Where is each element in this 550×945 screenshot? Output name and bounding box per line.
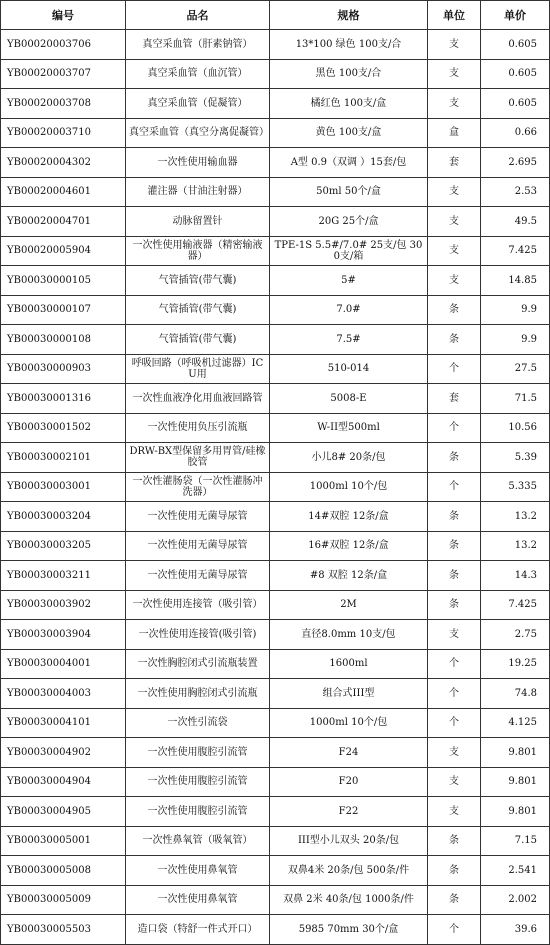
cell-product-name: 一次性使用负压引流瓶 [126,413,270,443]
cell-product-name: 真空采血管（肝素钠管） [126,30,270,60]
cell-product-name: 一次性使用腹腔引流管 [126,767,270,797]
table-row [1,531,550,561]
table-row [1,885,550,915]
cell-product-name: 一次性使用鼻氧管 [126,885,270,915]
cell-unit-price: 19.25 [481,649,550,679]
cell-unit: 支 [428,89,481,119]
cell-unit-price: 5.39 [481,443,550,473]
cell-unit: 条 [428,325,481,355]
cell-unit: 条 [428,561,481,591]
table-row [1,30,550,60]
table-row [1,738,550,768]
cell-code: YB00030005001 [1,826,126,856]
table-row [1,413,550,443]
cell-unit-price: 4.125 [481,708,550,738]
cell-unit-price: 2.695 [481,148,550,178]
cell-unit: 支 [428,207,481,237]
cell-unit-price: 13.2 [481,531,550,561]
cell-specification: 14#双腔 12条/盒 [270,502,428,532]
cell-code: YB00020004701 [1,207,126,237]
cell-code: YB00030005503 [1,915,126,945]
cell-code: YB00020003707 [1,59,126,89]
cell-code: YB00020005904 [1,236,126,266]
cell-specification: #8 双腔 12条/盒 [270,561,428,591]
table-row [1,148,550,178]
table-row [1,797,550,827]
cell-unit: 个 [428,679,481,709]
cell-specification: 1600ml [270,649,428,679]
cell-product-name: 一次性灌肠袋（一次性灌肠冲洗器） [126,472,270,502]
cell-product-name: 真空采血管（促凝管） [126,89,270,119]
cell-product-name: DRW-BX型保留多用胃管/硅橡胶管 [126,443,270,473]
table-row [1,472,550,502]
table-row [1,649,550,679]
cell-specification: 黄色 100支/盒 [270,118,428,148]
cell-specification: F20 [270,767,428,797]
cell-unit: 支 [428,30,481,60]
cell-unit-price: 7.15 [481,826,550,856]
table-row [1,620,550,650]
cell-unit: 支 [428,767,481,797]
cell-product-name: 造口袋（特舒一件式开口） [126,915,270,945]
cell-specification: 7.0# [270,295,428,325]
cell-unit-price: 9.801 [481,738,550,768]
cell-unit: 条 [428,856,481,886]
table-header-row [1,1,550,30]
cell-unit: 条 [428,885,481,915]
table-row [1,295,550,325]
cell-code: YB00030005009 [1,885,126,915]
table-row [1,708,550,738]
header-product-name: 品名 [126,1,270,30]
header-unit-price: 单价 [481,1,550,30]
cell-unit-price: 7.425 [481,590,550,620]
cell-product-name: 一次性使用连接管（吸引管） [126,590,270,620]
cell-product-name: 一次性引流袋 [126,708,270,738]
table-row [1,561,550,591]
cell-unit-price: 0.605 [481,30,550,60]
cell-specification: 1000ml 10个/包 [270,472,428,502]
cell-unit-price: 13.2 [481,502,550,532]
cell-product-name: 真空采血管（真空分离促凝管） [126,118,270,148]
cell-specification: 5985 70mm 30个/盒 [270,915,428,945]
cell-specification: 50ml 50个/盒 [270,177,428,207]
cell-unit: 支 [428,620,481,650]
cell-unit-price: 14.85 [481,266,550,296]
cell-unit-price: 2.002 [481,885,550,915]
cell-unit-price: 0.605 [481,89,550,119]
cell-specification: 5# [270,266,428,296]
cell-unit: 盒 [428,118,481,148]
cell-unit-price: 39.6 [481,915,550,945]
cell-code: YB00030004001 [1,649,126,679]
cell-unit-price: 9.801 [481,767,550,797]
cell-code: YB00020003708 [1,89,126,119]
cell-unit-price: 2.75 [481,620,550,650]
cell-code: YB00030003001 [1,472,126,502]
cell-specification: 20G 25个/盒 [270,207,428,237]
cell-specification: 13*100 绿色 100支/合 [270,30,428,60]
cell-code: YB00030003205 [1,531,126,561]
cell-code: YB00030004902 [1,738,126,768]
cell-specification: 16#双腔 12条/盒 [270,531,428,561]
table-row [1,679,550,709]
table-row [1,354,550,384]
table-row [1,325,550,355]
cell-specification: 橘红色 100支/盒 [270,89,428,119]
cell-code: YB00030002101 [1,443,126,473]
table-row [1,767,550,797]
cell-unit-price: 9.9 [481,295,550,325]
cell-code: YB00030004905 [1,797,126,827]
cell-specification: 双鼻 2米 40条/包 1000条/件 [270,885,428,915]
cell-product-name: 灌注器（甘油注射器） [126,177,270,207]
table-row [1,443,550,473]
table-row [1,59,550,89]
cell-product-name: 一次性使用输液器（精密输液器） [126,236,270,266]
cell-specification: 7.5# [270,325,428,355]
cell-unit-price: 0.605 [481,59,550,89]
table-row [1,502,550,532]
cell-specification: A型 0.9（双调 ）15套/包 [270,148,428,178]
cell-code: YB00030003904 [1,620,126,650]
cell-unit: 条 [428,590,481,620]
cell-product-name: 呼吸回路（呼吸机过滤器）ICU用 [126,354,270,384]
header-unit: 单位 [428,1,481,30]
table-row [1,177,550,207]
cell-code: YB00030000108 [1,325,126,355]
cell-unit: 套 [428,148,481,178]
cell-product-name: 动脉留置针 [126,207,270,237]
table-row [1,236,550,266]
cell-specification: 组合式III型 [270,679,428,709]
cell-product-name: 真空采血管（血沉管） [126,59,270,89]
cell-code: YB00030001502 [1,413,126,443]
cell-unit-price: 2.541 [481,856,550,886]
cell-specification: 1000ml 10个/包 [270,708,428,738]
cell-code: YB00020003706 [1,30,126,60]
cell-unit: 条 [428,295,481,325]
cell-specification: 直径8.0mm 10支/包 [270,620,428,650]
cell-product-name: 气管插管(带气囊) [126,266,270,296]
cell-unit-price: 5.335 [481,472,550,502]
table-body [1,30,550,945]
cell-code: YB00030004904 [1,767,126,797]
cell-product-name: 一次性鼻氧管（吸氧管） [126,826,270,856]
cell-unit: 套 [428,384,481,414]
cell-unit: 支 [428,59,481,89]
cell-unit: 个 [428,915,481,945]
cell-product-name: 一次性胸腔闭式引流瓶装置 [126,649,270,679]
table-row [1,915,550,945]
cell-code: YB00020004601 [1,177,126,207]
cell-specification: F22 [270,797,428,827]
cell-specification: W-II型500ml [270,413,428,443]
cell-unit-price: 0.66 [481,118,550,148]
cell-specification: 2M [270,590,428,620]
cell-unit: 条 [428,443,481,473]
cell-product-name: 一次性使用腹腔引流管 [126,738,270,768]
cell-code: YB00030004101 [1,708,126,738]
cell-unit: 支 [428,266,481,296]
cell-unit-price: 71.5 [481,384,550,414]
cell-product-name: 气管插管(带气囊) [126,325,270,355]
cell-unit-price: 2.53 [481,177,550,207]
cell-unit: 支 [428,177,481,207]
cell-product-name: 一次性使用连接管(吸引管) [126,620,270,650]
table-row [1,590,550,620]
cell-code: YB00020004302 [1,148,126,178]
cell-unit: 个 [428,649,481,679]
cell-specification: 双鼻4米 20条/包 500条/件 [270,856,428,886]
table-row [1,118,550,148]
cell-code: YB00030003204 [1,502,126,532]
cell-unit: 个 [428,413,481,443]
cell-product-name: 一次性使用腹腔引流管 [126,797,270,827]
cell-product-name: 一次性使用无菌导尿管 [126,561,270,591]
cell-code: YB00030000105 [1,266,126,296]
cell-unit-price: 27.5 [481,354,550,384]
cell-code: YB00020003710 [1,118,126,148]
table-row [1,266,550,296]
cell-product-name: 一次性使用输血器 [126,148,270,178]
cell-product-name: 一次性使用无菌导尿管 [126,531,270,561]
cell-unit: 支 [428,236,481,266]
cell-unit-price: 49.5 [481,207,550,237]
cell-product-name: 一次性使用鼻氧管 [126,856,270,886]
table-row [1,207,550,237]
header-specification: 规格 [270,1,428,30]
cell-unit: 个 [428,354,481,384]
cell-specification: 小儿8# 20条/包 [270,443,428,473]
cell-unit: 条 [428,502,481,532]
cell-specification: F24 [270,738,428,768]
table-row [1,89,550,119]
cell-code: YB00030003902 [1,590,126,620]
cell-unit-price: 10.56 [481,413,550,443]
cell-specification: 510-014 [270,354,428,384]
cell-unit: 支 [428,797,481,827]
cell-specification: 5008-E [270,384,428,414]
cell-unit: 条 [428,826,481,856]
table-row [1,384,550,414]
cell-specification: 黑色 100支/合 [270,59,428,89]
cell-unit-price: 9.9 [481,325,550,355]
cell-unit-price: 7.425 [481,236,550,266]
cell-code: YB00030003211 [1,561,126,591]
cell-specification: TPE-1S 5.5#/7.0# 25支/包 300支/箱 [270,236,428,266]
cell-unit: 个 [428,708,481,738]
cell-code: YB00030000903 [1,354,126,384]
header-code: 编号 [1,1,126,30]
cell-unit: 个 [428,472,481,502]
cell-specification: III型小儿双头 20条/包 [270,826,428,856]
cell-product-name: 一次性血液净化用血液回路管 [126,384,270,414]
cell-unit: 支 [428,738,481,768]
table-row [1,856,550,886]
cell-unit: 条 [428,531,481,561]
cell-product-name: 一次性使用胸腔闭式引流瓶 [126,679,270,709]
cell-unit-price: 14.3 [481,561,550,591]
cell-unit-price: 74.8 [481,679,550,709]
cell-product-name: 一次性使用无菌导尿管 [126,502,270,532]
cell-code: YB00030005008 [1,856,126,886]
cell-code: YB00030004003 [1,679,126,709]
table-row [1,826,550,856]
cell-code: YB00030000107 [1,295,126,325]
cell-product-name: 气管插管(带气囊) [126,295,270,325]
cell-code: YB00030001316 [1,384,126,414]
cell-unit-price: 9.801 [481,797,550,827]
